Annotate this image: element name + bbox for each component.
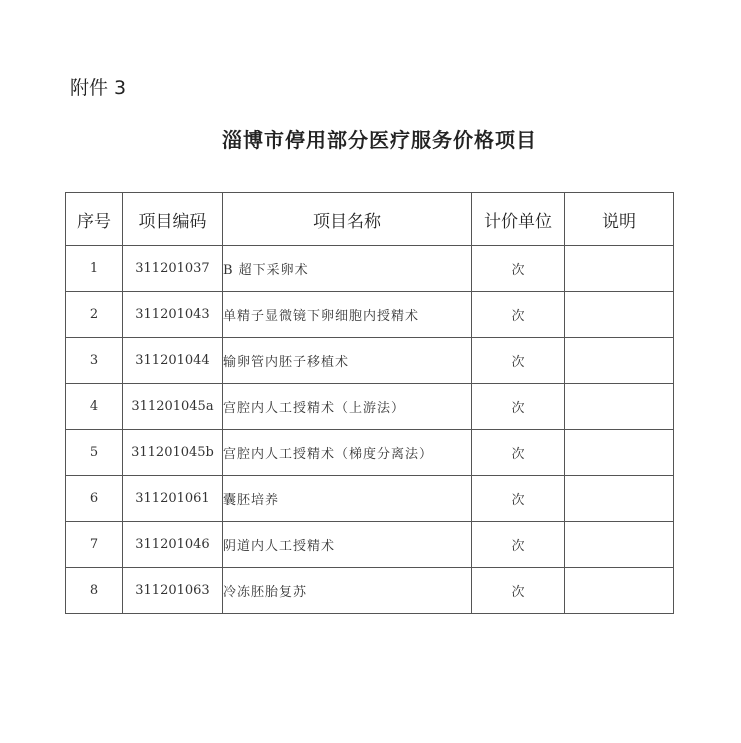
table-row xyxy=(66,246,674,292)
cell-unit: 次 xyxy=(472,568,565,614)
column-header-name: 项目名称 xyxy=(223,193,472,246)
table-row xyxy=(66,384,674,430)
cell-name: B 超下采卵术 xyxy=(223,246,472,292)
price-items-table xyxy=(65,192,674,614)
cell-code: 311201046 xyxy=(123,522,223,568)
cell-seq: 1 xyxy=(66,246,123,292)
cell-seq: 6 xyxy=(66,476,123,522)
document-title: 淄博市停用部分医疗服务价格项目 xyxy=(222,128,537,152)
cell-name: 阴道内人工授精术 xyxy=(223,522,472,568)
table-row xyxy=(66,522,674,568)
cell-seq: 2 xyxy=(66,292,123,338)
cell-note xyxy=(565,246,674,292)
cell-note xyxy=(565,338,674,384)
cell-note xyxy=(565,476,674,522)
table-header-row xyxy=(66,193,674,246)
table-row xyxy=(66,430,674,476)
cell-code: 311201045b xyxy=(123,430,223,476)
cell-unit: 次 xyxy=(472,384,565,430)
table-row xyxy=(66,476,674,522)
attachment-label: 附件 3 xyxy=(70,77,127,99)
column-header-unit: 计价单位 xyxy=(472,193,565,246)
cell-unit: 次 xyxy=(472,430,565,476)
cell-note xyxy=(565,430,674,476)
cell-unit: 次 xyxy=(472,522,565,568)
cell-code: 311201044 xyxy=(123,338,223,384)
cell-unit: 次 xyxy=(472,246,565,292)
cell-note xyxy=(565,568,674,614)
cell-code: 311201043 xyxy=(123,292,223,338)
cell-code: 311201037 xyxy=(123,246,223,292)
table-row xyxy=(66,292,674,338)
cell-seq: 5 xyxy=(66,430,123,476)
cell-unit: 次 xyxy=(472,292,565,338)
table-row xyxy=(66,338,674,384)
column-header-note: 说明 xyxy=(565,193,674,246)
cell-seq: 3 xyxy=(66,338,123,384)
cell-name: 宫腔内人工授精术（上游法） xyxy=(223,384,472,430)
cell-code: 311201045a xyxy=(123,384,223,430)
cell-seq: 4 xyxy=(66,384,123,430)
cell-code: 311201061 xyxy=(123,476,223,522)
cell-name: 输卵管内胚子移植术 xyxy=(223,338,472,384)
column-header-code: 项目编码 xyxy=(123,193,223,246)
cell-note xyxy=(565,522,674,568)
cell-code: 311201063 xyxy=(123,568,223,614)
cell-unit: 次 xyxy=(472,338,565,384)
table-row xyxy=(66,568,674,614)
cell-unit: 次 xyxy=(472,476,565,522)
cell-note xyxy=(565,384,674,430)
cell-seq: 7 xyxy=(66,522,123,568)
cell-name: 囊胚培养 xyxy=(223,476,472,522)
column-header-seq: 序号 xyxy=(66,193,123,246)
cell-name: 宫腔内人工授精术（梯度分离法） xyxy=(223,430,472,476)
cell-note xyxy=(565,292,674,338)
cell-seq: 8 xyxy=(66,568,123,614)
cell-name: 单精子显微镜下卵细胞内授精术 xyxy=(223,292,472,338)
cell-name: 冷冻胚胎复苏 xyxy=(223,568,472,614)
